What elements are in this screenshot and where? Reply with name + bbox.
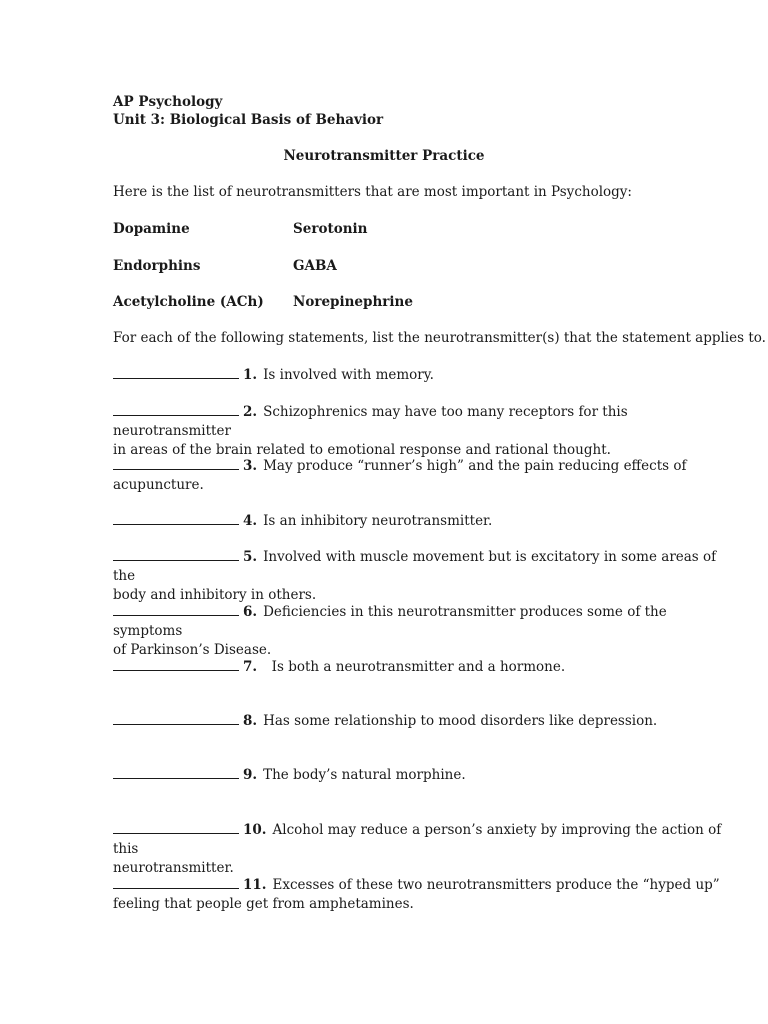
question-text-continued: of Parkinson’s Disease. [113, 642, 272, 658]
question-item [113, 403, 733, 460]
question-text: Is involved with memory. [263, 367, 434, 383]
question-text: Deficiencies in this neurotransmitter produces some of the symptoms [113, 604, 667, 639]
question-number: 3. [243, 458, 258, 474]
question-item [113, 876, 733, 914]
question-text: Excesses of these two neurotransmitters produce the “hyped up” [272, 877, 720, 893]
neurotransmitter-item: Acetylcholine (ACh) [113, 294, 264, 310]
neurotransmitter-item: Dopamine [113, 221, 190, 237]
instructions-text: For each of the following statements, list the neurotransmitter(s) that the statement applies to. [113, 330, 766, 346]
question-number: 9. [243, 767, 258, 783]
question-number: 1. [243, 367, 258, 383]
question-text-continued: feeling that people get from amphetamines. [113, 896, 414, 912]
neurotransmitter-item: GABA [293, 258, 337, 274]
answer-blank[interactable] [113, 603, 239, 616]
question-item [113, 766, 733, 785]
intro-text: Here is the list of neurotransmitters that are most important in Psychology: [113, 184, 632, 200]
question-text-continued: body and inhibitory in others. [113, 587, 317, 603]
answer-blank[interactable] [113, 403, 239, 416]
question-number: 8. [243, 713, 258, 729]
answer-blank[interactable] [113, 876, 239, 889]
answer-blank[interactable] [113, 457, 239, 470]
question-text: Has some relationship to mood disorders like depression. [263, 713, 658, 729]
question-number: 5. [243, 549, 258, 565]
question-text: The body’s natural morphine. [263, 767, 466, 783]
course-name: AP Psychology [113, 94, 223, 110]
question-number: 6. [243, 604, 258, 620]
answer-blank[interactable] [113, 766, 239, 779]
answer-blank[interactable] [113, 366, 239, 379]
page-title: Neurotransmitter Practice [283, 148, 485, 164]
answer-blank[interactable] [113, 512, 239, 525]
answer-blank[interactable] [113, 658, 239, 671]
question-item [113, 658, 733, 677]
question-text-continued: neurotransmitter. [113, 860, 234, 876]
question-item [113, 548, 733, 605]
question-text-continued: in areas of the brain related to emotional response and rational thought. [113, 442, 611, 458]
question-text: Involved with muscle movement but is excitatory in some areas of the [113, 549, 717, 584]
question-item [113, 457, 733, 495]
question-item [113, 821, 733, 878]
question-number: 4. [243, 513, 258, 529]
answer-blank[interactable] [113, 712, 239, 725]
answer-blank[interactable] [113, 821, 239, 834]
question-item [113, 366, 733, 385]
answer-blank[interactable] [113, 548, 239, 561]
neurotransmitter-item: Serotonin [293, 221, 368, 237]
question-item [113, 512, 733, 531]
neurotransmitter-item: Norepinephrine [293, 294, 413, 310]
question-item [113, 712, 733, 731]
question-number: 10. [243, 822, 267, 838]
question-number: 2. [243, 404, 258, 420]
question-text-continued: acupuncture. [113, 477, 204, 493]
unit-title: Unit 3: Biological Basis of Behavior [113, 112, 384, 128]
question-text: May produce “runner’s high” and the pain reducing effects of [263, 458, 687, 474]
question-number: 11. [243, 877, 267, 893]
question-number: 7. [243, 659, 258, 675]
question-item [113, 603, 733, 660]
question-text: Is both a neurotransmitter and a hormone. [263, 659, 566, 675]
neurotransmitter-item: Endorphins [113, 258, 201, 274]
question-text: Alcohol may reduce a person’s anxiety by improving the action of this [113, 822, 722, 857]
question-text: Is an inhibitory neurotransmitter. [263, 513, 493, 529]
question-text: Schizophrenics may have too many receptors for this neurotransmitter [113, 404, 628, 439]
